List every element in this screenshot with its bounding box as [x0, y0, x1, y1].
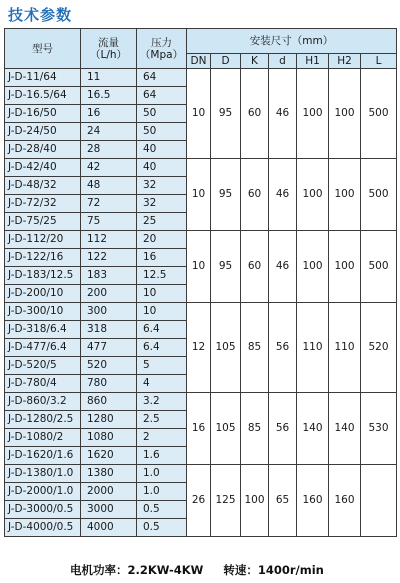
model-cell: J-D-28/40: [5, 141, 81, 159]
flow-cell: 1380: [81, 465, 137, 483]
dim-cell-dn: 10: [187, 69, 211, 159]
model-cell: J-D-300/10: [5, 303, 81, 321]
pressure-cell: 20: [137, 231, 187, 249]
rotation-speed-text: 转速：1400r/min: [223, 563, 324, 577]
pressure-cell: 3.2: [137, 393, 187, 411]
pressure-cell: 1.0: [137, 483, 187, 501]
dim-cell-k: 60: [241, 69, 269, 159]
table-row: [5, 465, 397, 483]
spec-table-body: [5, 69, 397, 537]
dim-cell-dn: 10: [187, 231, 211, 303]
model-cell: J-D-1080/2: [5, 429, 81, 447]
model-cell: J-D-2000/1.0: [5, 483, 81, 501]
flow-cell: 1080: [81, 429, 137, 447]
pressure-cell: 1.6: [137, 447, 187, 465]
flow-cell: 860: [81, 393, 137, 411]
pressure-cell: 0.5: [137, 501, 187, 519]
flow-cell: 300: [81, 303, 137, 321]
dim-cell-h1: 100: [297, 69, 329, 159]
pressure-cell: 2.5: [137, 411, 187, 429]
pressure-cell: 1.0: [137, 465, 187, 483]
dim-cell-small-d: 46: [269, 159, 297, 231]
dim-cell-dn: 12: [187, 303, 211, 393]
pressure-cell: 12.5: [137, 267, 187, 285]
flow-cell: 16: [81, 105, 137, 123]
dim-cell-dn: 16: [187, 393, 211, 465]
flow-cell: 122: [81, 249, 137, 267]
dim-cell-k: 60: [241, 231, 269, 303]
dim-cell-h2: 100: [329, 69, 361, 159]
dim-cell-d: 125: [211, 465, 241, 537]
flow-cell: 477: [81, 339, 137, 357]
pressure-cell: 6.4: [137, 321, 187, 339]
table-row: [5, 69, 397, 87]
header-dim-small-d: d: [269, 54, 297, 69]
model-cell: J-D-11/64: [5, 69, 81, 87]
flow-cell: 75: [81, 213, 137, 231]
flow-cell: 3000: [81, 501, 137, 519]
model-cell: J-D-16.5/64: [5, 87, 81, 105]
flow-cell: 42: [81, 159, 137, 177]
footer-note: [70, 562, 324, 578]
model-cell: J-D-3000/0.5: [5, 501, 81, 519]
flow-cell: 72: [81, 195, 137, 213]
dim-cell-d: 105: [211, 393, 241, 465]
dim-cell-small-d: 56: [269, 303, 297, 393]
header-flow-unit: （L/h）: [89, 48, 128, 61]
flow-cell: 1620: [81, 447, 137, 465]
model-cell: J-D-24/50: [5, 123, 81, 141]
table-row: [5, 303, 397, 321]
flow-cell: 318: [81, 321, 137, 339]
dim-cell-h2: 110: [329, 303, 361, 393]
model-cell: J-D-42/40: [5, 159, 81, 177]
pressure-cell: 64: [137, 87, 187, 105]
header-flow-label: 流量: [98, 36, 119, 49]
spec-table-wrapper: [4, 28, 396, 537]
dim-cell-d: 95: [211, 159, 241, 231]
dim-cell-k: 60: [241, 159, 269, 231]
dim-cell-h1: 110: [297, 303, 329, 393]
dim-cell-small-d: 65: [269, 465, 297, 537]
dim-cell-h2: 100: [329, 159, 361, 231]
dim-cell-l: 530: [361, 393, 397, 465]
dim-cell-l: 520: [361, 303, 397, 393]
header-install-dimensions: 安装尺寸（mm）: [187, 29, 397, 54]
table-row: [5, 231, 397, 249]
dim-cell-h2: 140: [329, 393, 361, 465]
pressure-cell: 50: [137, 123, 187, 141]
pressure-cell: 6.4: [137, 339, 187, 357]
header-pressure-label: 压力: [151, 36, 172, 49]
model-cell: J-D-318/6.4: [5, 321, 81, 339]
header-pressure-unit: （Mpa）: [139, 48, 184, 61]
header-dim-h2: H2: [329, 54, 361, 69]
header-pressure: [137, 29, 187, 69]
model-cell: J-D-122/16: [5, 249, 81, 267]
flow-cell: 48: [81, 177, 137, 195]
pressure-cell: 5: [137, 357, 187, 375]
model-cell: J-D-1380/1.0: [5, 465, 81, 483]
dim-cell-h1: 100: [297, 159, 329, 231]
flow-cell: 11: [81, 69, 137, 87]
dim-cell-h1: 140: [297, 393, 329, 465]
header-model: 型号: [5, 29, 81, 69]
flow-cell: 183: [81, 267, 137, 285]
dim-cell-l: 500: [361, 159, 397, 231]
header-dim-l: L: [361, 54, 397, 69]
flow-cell: 16.5: [81, 87, 137, 105]
dim-cell-h2: 100: [329, 231, 361, 303]
model-cell: J-D-4000/0.5: [5, 519, 81, 537]
dim-cell-dn: 10: [187, 159, 211, 231]
pressure-cell: 2: [137, 429, 187, 447]
model-cell: J-D-48/32: [5, 177, 81, 195]
model-cell: J-D-72/32: [5, 195, 81, 213]
model-cell: J-D-780/4: [5, 375, 81, 393]
pressure-cell: 10: [137, 285, 187, 303]
header-dim-d: D: [211, 54, 241, 69]
dim-cell-small-d: 56: [269, 393, 297, 465]
dim-cell-l: 500: [361, 69, 397, 159]
flow-cell: 112: [81, 231, 137, 249]
pressure-cell: 32: [137, 195, 187, 213]
page-title: 技术参数: [8, 6, 73, 24]
dim-cell-h1: 160: [297, 465, 329, 537]
dim-cell-l: [361, 465, 397, 537]
flow-cell: 24: [81, 123, 137, 141]
dim-cell-dn: 26: [187, 465, 211, 537]
dim-cell-l: 500: [361, 231, 397, 303]
header-dim-k: K: [241, 54, 269, 69]
dim-cell-small-d: 46: [269, 231, 297, 303]
model-cell: J-D-183/12.5: [5, 267, 81, 285]
dim-cell-k: 85: [241, 393, 269, 465]
model-cell: J-D-477/6.4: [5, 339, 81, 357]
pressure-cell: 40: [137, 141, 187, 159]
dim-cell-k: 85: [241, 303, 269, 393]
flow-cell: 4000: [81, 519, 137, 537]
dim-cell-k: 100: [241, 465, 269, 537]
flow-cell: 2000: [81, 483, 137, 501]
pressure-cell: 40: [137, 159, 187, 177]
motor-power-text: 电机功率：2.2KW-4KW: [70, 563, 204, 577]
pressure-cell: 64: [137, 69, 187, 87]
dim-cell-h2: 160: [329, 465, 361, 537]
dim-cell-d: 105: [211, 303, 241, 393]
model-cell: J-D-75/25: [5, 213, 81, 231]
model-cell: J-D-112/20: [5, 231, 81, 249]
header-flow: [81, 29, 137, 69]
dim-cell-d: 95: [211, 231, 241, 303]
model-cell: J-D-16/50: [5, 105, 81, 123]
model-cell: J-D-860/3.2: [5, 393, 81, 411]
header-dim-h1: H1: [297, 54, 329, 69]
pressure-cell: 32: [137, 177, 187, 195]
pressure-cell: 4: [137, 375, 187, 393]
pressure-cell: 50: [137, 105, 187, 123]
table-row: [5, 393, 397, 411]
flow-cell: 520: [81, 357, 137, 375]
flow-cell: 200: [81, 285, 137, 303]
flow-cell: 780: [81, 375, 137, 393]
model-cell: J-D-200/10: [5, 285, 81, 303]
dim-cell-h1: 100: [297, 231, 329, 303]
model-cell: J-D-1620/1.6: [5, 447, 81, 465]
dim-cell-d: 95: [211, 69, 241, 159]
pressure-cell: 0.5: [137, 519, 187, 537]
pressure-cell: 25: [137, 213, 187, 231]
model-cell: J-D-1280/2.5: [5, 411, 81, 429]
pressure-cell: 10: [137, 303, 187, 321]
model-cell: J-D-520/5: [5, 357, 81, 375]
spec-table: [4, 28, 397, 537]
dim-cell-small-d: 46: [269, 69, 297, 159]
flow-cell: 1280: [81, 411, 137, 429]
header-dim-dn: DN: [187, 54, 211, 69]
flow-cell: 28: [81, 141, 137, 159]
pressure-cell: 16: [137, 249, 187, 267]
table-row: [5, 159, 397, 177]
